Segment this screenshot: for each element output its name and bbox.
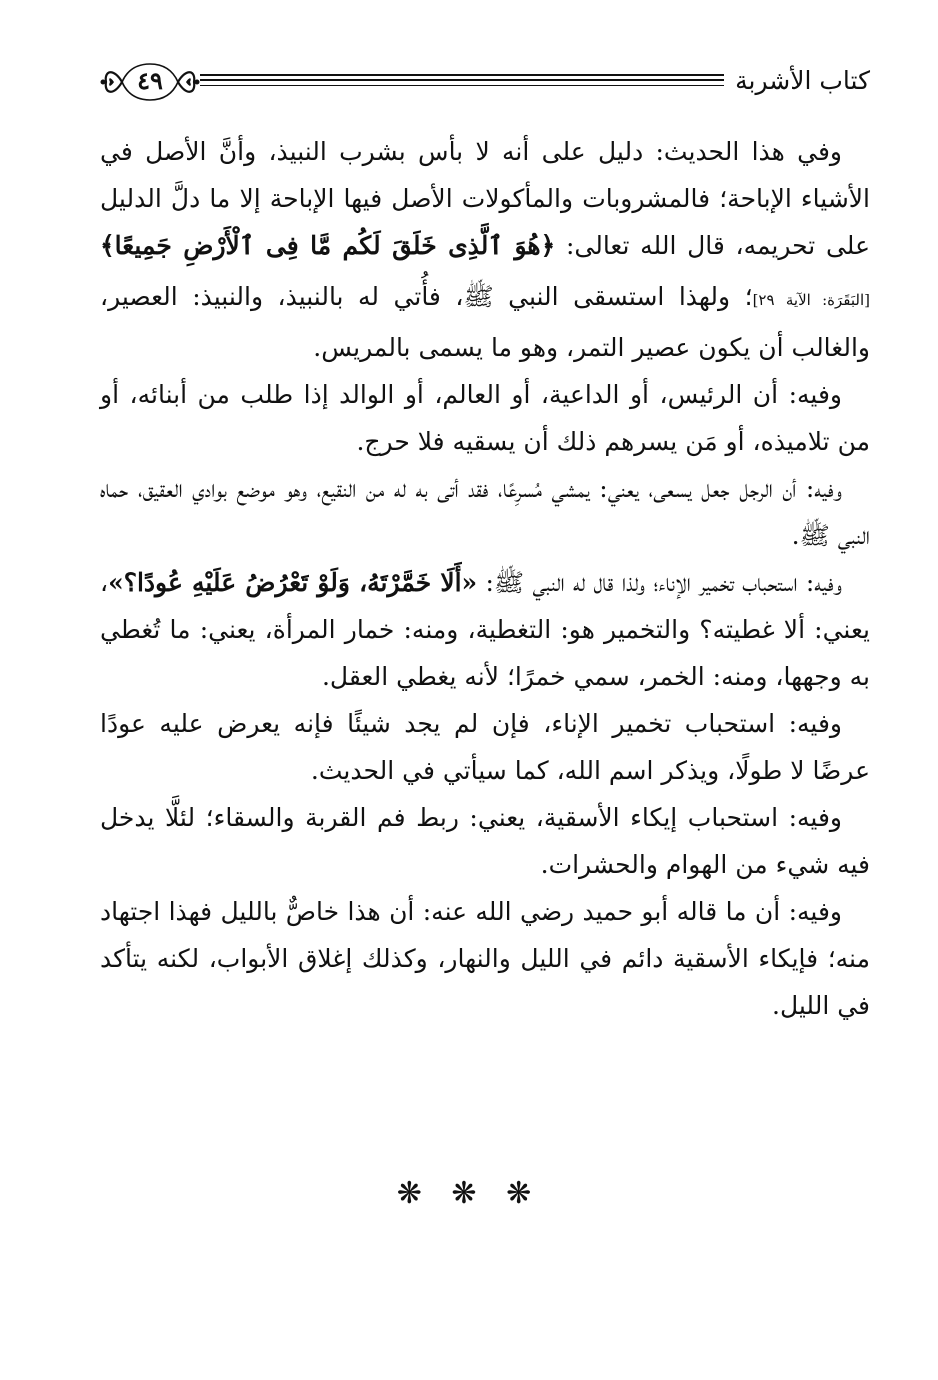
header-rule: [200, 74, 724, 81]
page-number-ornament: [100, 58, 200, 106]
paragraph-text: ، يعني: ألا غطيته؟ والتخمير هو: التغطية، ومنه: خمار المرأة، يعني: ما تُغطي به وجهها، ومنه: الخمر، سمي خمرًا؛ لأنه يغطي العقل.: [100, 568, 870, 691]
text-body: [100, 128, 870, 1029]
paragraph-text: وفي هذا الحديث: دليل على أنه لا بأس بشرب النبيذ، وأنَّ الأصل في الأشياء الإباحة؛ فالمشروبات والمأكولات الأصل فيها الإباحة إلا ما دلَّ الدليل على تحريمه، قال الله تعالى:: [100, 137, 870, 260]
paragraph-text: وفيه: أن الرجل جعل يسعى، يعني: يمشي مُسرِعًا، فقد أتى به له من النقيع، وهو موضع بوادي العقيق، حماه النبي ﷺ.: [100, 474, 870, 550]
paragraph-text: وفيه: أن الرئيس، أو الداعية، أو العالم، أو الوالد إذا طلب من أبنائه، أو من تلاميذه، أو مَن يسرهم ذلك أن يسقيه فلا حرج.: [100, 380, 870, 456]
paragraph: [100, 700, 870, 794]
paragraph: [100, 371, 870, 465]
paragraph: [100, 465, 870, 559]
quran-verse: ﴿هُوَ ٱلَّذِى خَلَقَ لَكُم مَّا فِى ٱلْأَرْضِ جَمِيعًا﴾: [100, 231, 556, 260]
page-header: [100, 58, 870, 108]
paragraph-text: ؛ ولهذا استسقى النبي ﷺ، فأُتي له بالنبيذ، والنبيذ: العصير، والغالب أن يكون عصير التمر، وهو ما يسمى بالمريس.: [100, 282, 870, 362]
section-separator: ❋ ❋ ❋: [396, 1176, 542, 1211]
running-title: كتاب الأشربة: [735, 66, 870, 95]
paragraph-text: وفيه: استحباب تخمير الإناء، فإن لم يجد شيئًا فإنه يعرض عليه عودًا عرضًا لا طولًا، ويذكر اسم الله، كما سيأتي في الحديث.: [100, 709, 870, 785]
hadith-quote: «أَلَا خَمَّرْتَهُ، وَلَوْ تَعْرُضُ عَلَيْهِ عُودًا؟»: [108, 568, 478, 597]
paragraph-text: وفيه: استحباب تخمير الإناء؛ ولذا قال له النبي ﷺ:: [477, 568, 842, 597]
paragraph: [100, 888, 870, 1029]
page-number: ٤٩: [137, 66, 163, 95]
paragraph-text: وفيه: استحباب إيكاء الأسقية، يعني: ربط فم القربة والسقاء؛ لئلَّا يدخل فيه شيء من الهوام والحشرات.: [100, 803, 870, 879]
verse-citation: [البَقَرَة: الآية ٢٩]: [752, 291, 871, 309]
paragraph: [100, 794, 870, 888]
paragraph: [100, 559, 870, 700]
paragraph-text: وفيه: أن ما قاله أبو حميد رضي الله عنه: أن هذا خاصٌّ بالليل فهذا اجتهاد منه؛ فإيكاء الأسقية دائم في الليل والنهار، وكذلك إغلاق الأبواب، لكنه يتأكد في الليل.: [100, 897, 870, 1020]
paragraph: [100, 128, 870, 371]
header-rule-thin: [200, 85, 724, 86]
